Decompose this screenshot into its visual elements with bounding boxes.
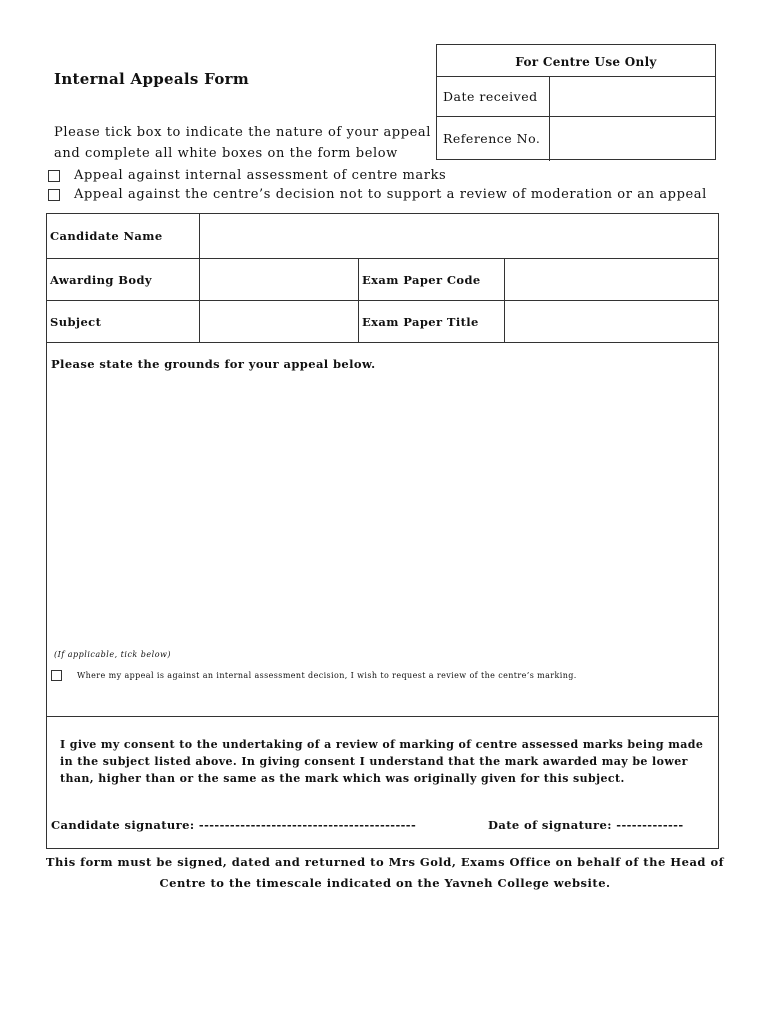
review-request-label: Where my appeal is against an internal assessment decision, I wish to request a review of the centre’s marking. (77, 671, 577, 680)
candidate-name-label: Candidate Name (47, 214, 200, 258)
awarding-body-row (47, 259, 718, 301)
appeal-option-centre-decision (48, 187, 707, 202)
footer-note (40, 852, 730, 894)
appeal-internal-checkbox[interactable] (48, 170, 60, 182)
appeal-option-internal (48, 168, 446, 183)
form-title: Internal Appeals Form (54, 70, 249, 88)
exam-paper-title-label: Exam Paper Title (359, 301, 505, 342)
reference-field[interactable] (550, 117, 715, 161)
centre-use-heading: For Centre Use Only (437, 45, 715, 77)
appeal-form-grid (46, 213, 719, 849)
instructions-line-1: Please tick box to indicate the nature of your appeal (54, 125, 432, 140)
footer-line-1: This form must be signed, dated and returned to Mrs Gold, Exams Office on behalf of the Head of (45, 855, 725, 869)
exam-paper-title-field[interactable] (505, 301, 718, 342)
candidate-name-field[interactable] (200, 214, 718, 258)
instructions (54, 122, 434, 164)
appeal-centre-decision-label: Appeal against the centre’s decision not to support a review of moderation or an appeal (74, 187, 707, 202)
consent-section (47, 717, 718, 848)
if-applicable-note: (If applicable, tick below) (54, 650, 172, 659)
candidate-name-row (47, 214, 718, 259)
review-request-checkbox[interactable] (51, 670, 62, 681)
reference-row (437, 117, 715, 161)
exam-paper-code-field[interactable] (505, 259, 718, 300)
candidate-signature-line[interactable]: Candidate signature: ------------------------------------------ (51, 818, 417, 832)
consent-text: I give my consent to the undertaking of a review of marking of centre assessed marks being made in the subject listed above. In giving consent I understand that the mark awarded may be lower than, higher than or the same as the mark which was originally given for this subject. (60, 738, 704, 785)
appeal-internal-label: Appeal against internal assessment of centre marks (74, 168, 447, 183)
date-of-signature-line[interactable]: Date of signature: ------------- (488, 818, 684, 832)
footer-line-2: Centre to the timescale indicated on the Yavneh College website. (159, 876, 611, 890)
date-received-field[interactable] (550, 77, 715, 116)
awarding-body-label: Awarding Body (47, 259, 200, 300)
subject-row (47, 301, 718, 343)
centre-use-box (436, 44, 716, 160)
review-request-option (51, 670, 577, 681)
appeal-centre-decision-checkbox[interactable] (48, 189, 60, 201)
subject-field[interactable] (200, 301, 359, 342)
grounds-area[interactable] (47, 343, 718, 717)
subject-label: Subject (47, 301, 200, 342)
awarding-body-field[interactable] (200, 259, 359, 300)
reference-label: Reference No. (437, 117, 550, 161)
date-received-row (437, 77, 715, 117)
grounds-label: Please state the grounds for your appeal below. (51, 357, 376, 371)
date-received-label: Date received (437, 77, 550, 116)
exam-paper-code-label: Exam Paper Code (359, 259, 505, 300)
instructions-line-2: and complete all white boxes on the form below (54, 146, 398, 161)
